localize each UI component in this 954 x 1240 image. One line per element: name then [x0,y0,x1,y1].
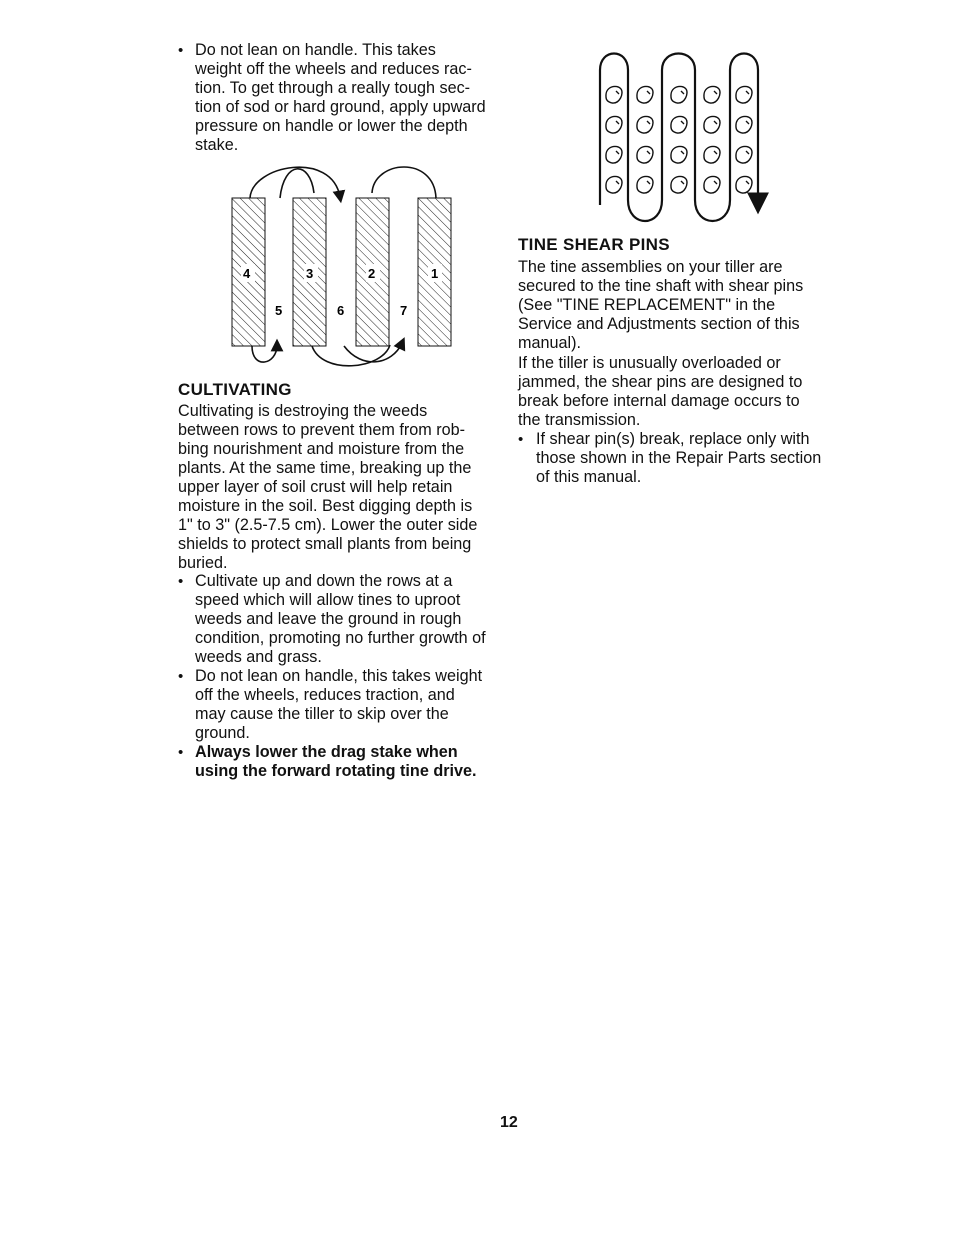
plant-glyph [736,176,752,193]
paragraph-line: secured to the tine shaft with shear pins [518,277,804,295]
plant-glyph [671,116,687,133]
paragraph-line: upper layer of soil crust will help retain [178,478,453,496]
cultivating-paragraph [178,402,477,573]
paragraph-line: (See "TINE REPLACEMENT" in the [518,296,776,314]
plant-glyph [606,176,622,193]
cultivating-heading: CULTIVATING [178,380,292,399]
plant-glyph [606,116,622,133]
tine-shear-pins-heading: TINE SHEAR PINS [518,235,670,254]
bullet-symbol: • [178,668,184,685]
paragraph-line: shields to protect small plants from being [178,535,472,553]
plant-glyph [671,146,687,163]
plant-glyph [736,86,752,103]
bullet-line: speed which will allow tines to uproot [195,591,461,609]
plant-glyph [606,86,622,103]
paragraph-line: plants. At the same time, breaking up the [178,459,472,477]
bullet-line: those shown in the Repair Parts section [536,449,822,467]
paragraph-line: the transmission. [518,411,641,429]
intro-line: tion of sod or hard ground, apply upward [195,98,486,116]
bullet-symbol: • [178,573,184,590]
bullet-line: Always lower the drag stake when [195,743,458,761]
path-number-label: 5 [275,303,283,318]
plant-glyph [736,116,752,133]
bullet-line: weeds and leave the ground in rough [195,610,462,628]
paragraph-line: between rows to prevent them from rob- [178,421,466,439]
intro-line: tion. To get through a really tough sec- [195,79,471,97]
bullet-line: weeds and grass. [195,648,322,666]
plant-glyph [637,86,653,103]
plant-glyph [704,146,720,163]
bullet-line: Cultivate up and down the rows at a [195,572,453,590]
plant-glyph [637,176,653,193]
path-number-label: 7 [400,303,408,318]
bullet-line: ground. [195,724,250,742]
paragraph-line: break before internal damage occurs to [518,392,800,410]
travel-path-top [280,169,314,198]
plant-glyph [637,146,653,163]
bullet-symbol: • [518,431,524,448]
paragraph-line: moisture in the soil. Best digging depth is [178,497,473,515]
plant-glyph [704,116,720,133]
bullet-line: If shear pin(s) break, replace only with [536,430,810,448]
row-number-label: 3 [306,266,314,281]
paragraph-line: jammed, the shear pins are designed to [518,373,803,391]
paragraph-line: Service and Adjustments section of this [518,315,800,333]
row-number-label: 2 [368,266,376,281]
intro-line: stake. [195,136,239,154]
paragraph-line: manual). [518,334,581,352]
paragraph-line: Cultivating is destroying the weeds [178,402,428,420]
travel-path-top [250,167,340,198]
tine-paragraph-2 [518,354,802,430]
intro-line: Do not lean on handle. This takes [195,41,436,59]
intro-line: weight off the wheels and reduces rac- [195,60,472,78]
plant-glyph [704,86,720,103]
tine-paragraph-1 [518,258,803,353]
row-pattern-figure [222,155,462,370]
path-number-label: 6 [337,303,345,318]
serpentine-path [600,54,758,222]
plant-glyph [704,176,720,193]
bullet-line: of this manual. [536,468,642,486]
plant-glyph [606,146,622,163]
paragraph-line: 1" to 3" (2.5-7.5 cm). Lower the outer side [178,516,478,534]
plant-glyph [637,116,653,133]
bullet-symbol: • [178,744,184,761]
page-number: 12 [500,1114,518,1131]
paragraph-line: The tine assemblies on your tiller are [518,258,783,276]
paragraph-line: If the tiller is unusually overloaded or [518,354,781,372]
bullet-line: may cause the tiller to skip over the [195,705,449,723]
serpentine-pattern-figure [590,50,770,230]
travel-path-top [372,167,436,198]
bullet-line: Do not lean on handle, this takes weight [195,667,483,685]
paragraph-line: buried. [178,554,228,572]
bullet-symbol: • [178,42,184,59]
row-number-label: 4 [243,266,251,281]
travel-path-bottom [252,345,277,362]
paragraph-line: bing nourishment and moisture from the [178,440,465,458]
bullet-line: condition, promoting no further growth of [195,629,486,647]
travel-path-bottom [312,345,390,366]
row-number-label: 1 [431,266,439,281]
bullet-line: using the forward rotating tine drive. [195,762,477,780]
plant-glyph [671,86,687,103]
bullet-line: off the wheels, reduces traction, and [195,686,455,704]
plant-glyph [671,176,687,193]
intro-line: pressure on handle or lower the depth [195,117,468,135]
plant-glyph [736,146,752,163]
